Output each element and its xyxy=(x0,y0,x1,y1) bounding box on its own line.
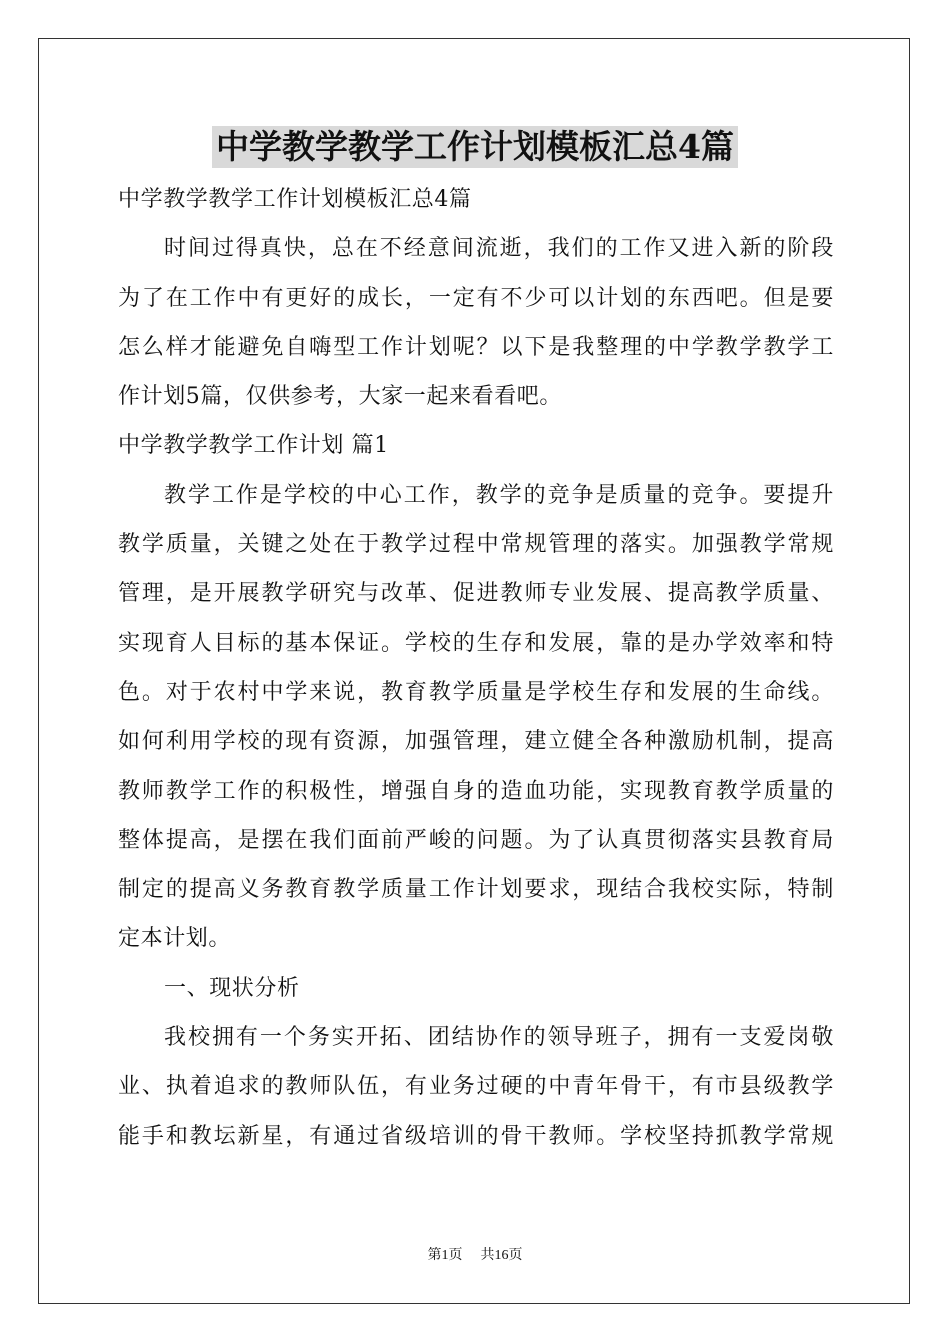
section-heading: 中学教学教学工作计划 篇1 xyxy=(118,433,389,459)
text-line: 教学工作是学校的中心工作，教学的竞争是质量的竞争。要提升 xyxy=(164,482,834,508)
document-title-wrap xyxy=(0,126,950,168)
text-line: 管理，是开展教学研究与改革、促进教师专业发展、提高教学质量、 xyxy=(118,581,834,607)
text-line: 定本计划。 xyxy=(118,926,232,952)
text-line: 作计划5篇，仅供参考，大家一起来看看吧。 xyxy=(118,384,562,410)
page-number: 第1页 xyxy=(427,1248,463,1263)
text-line: 业、执着追求的教师队伍，有业务过硬的中青年骨干，有市县级教学 xyxy=(118,1074,834,1100)
text-line: 怎么样才能避免自嗨型工作计划呢？以下是我整理的中学教学教学工 xyxy=(118,334,834,360)
document-title: 中学教学教学工作计划模板汇总4篇 xyxy=(212,126,738,168)
text-line: 教学质量，关键之处在于教学过程中常规管理的落实。加强教学常规 xyxy=(118,532,834,558)
page-footer xyxy=(0,1247,950,1265)
subsection-heading: 一、现状分析 xyxy=(164,975,300,1001)
text-line: 色。对于农村中学来说，教育教学质量是学校生存和发展的生命线。 xyxy=(118,679,834,705)
text-line: 教师教学工作的积极性，增强自身的造血功能，实现教育教学质量的 xyxy=(118,778,834,804)
document-body xyxy=(118,182,834,1168)
text-line: 如何利用学校的现有资源，加强管理，建立健全各种激励机制，提高 xyxy=(118,729,834,755)
text-line: 时间过得真快，总在不经意间流逝，我们的工作又进入新的阶段 xyxy=(164,236,834,262)
text-line: 为了在工作中有更好的成长，一定有不少可以计划的东西吧。但是要 xyxy=(118,285,834,311)
text-line: 制定的提高义务教育教学质量工作计划要求，现结合我校实际，特制 xyxy=(118,877,834,903)
text-line: 中学教学教学工作计划模板汇总4篇 xyxy=(118,187,472,212)
page-total: 共16页 xyxy=(480,1248,523,1263)
text-line: 整体提高，是摆在我们面前严峻的问题。为了认真贯彻落实县教育局 xyxy=(118,827,834,853)
text-line: 实现育人目标的基本保证。学校的生存和发展，靠的是办学效率和特 xyxy=(118,630,834,656)
text-line: 能手和教坛新星，有通过省级培训的骨干教师。学校坚持抓教学常规 xyxy=(118,1123,834,1149)
text-line: 我校拥有一个务实开拓、团结协作的领导班子，拥有一支爱岗敬 xyxy=(164,1025,834,1051)
